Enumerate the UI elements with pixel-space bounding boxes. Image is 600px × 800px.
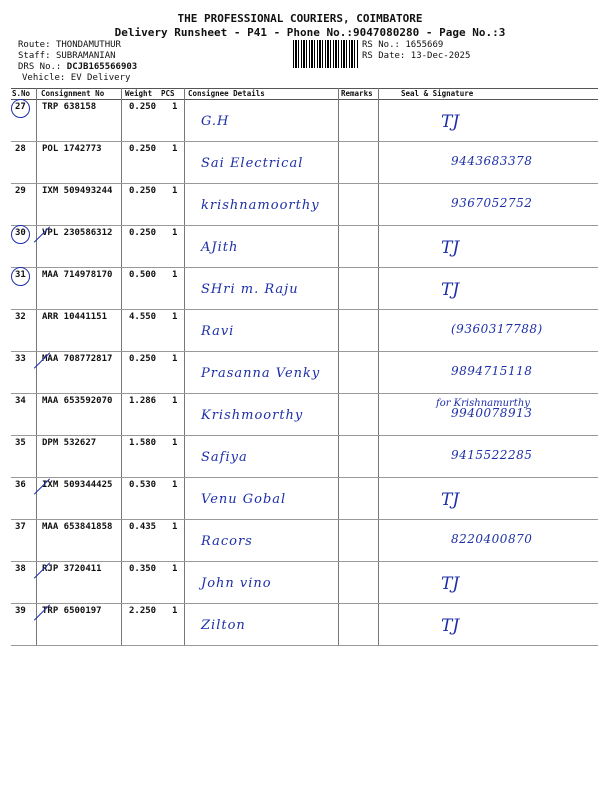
row-consignee: SHri m. Raju — [201, 282, 299, 297]
row-weight: 2.250 — [129, 606, 157, 616]
circle-mark-icon — [11, 225, 30, 244]
row-signature: 9443683378 — [451, 154, 533, 168]
row-consignee: Safiya — [201, 450, 248, 465]
row-weight: 0.250 — [129, 354, 157, 364]
row-sno: 37 — [15, 522, 26, 532]
row-consignment-no: ARR 10441151 — [42, 312, 108, 322]
row-sno: 30 — [15, 228, 26, 238]
row-weight: 0.250 — [129, 228, 157, 238]
row-weight: 0.500 — [129, 270, 157, 280]
table-row — [11, 604, 598, 646]
row-consignee: G.H — [201, 114, 230, 129]
circle-mark-icon — [11, 267, 30, 286]
header-remarks: Remarks — [341, 89, 373, 98]
header-sno: S.No — [12, 89, 31, 98]
runsheet-subtitle: Delivery Runsheet - P41 - Phone No.:9047080280 - Page No.:3 — [114, 26, 506, 39]
row-sno: 36 — [15, 480, 26, 490]
table-row — [11, 436, 598, 478]
row-consignee: Ravi — [201, 324, 235, 339]
header-consignee: Consignee Details — [188, 89, 265, 98]
row-sno: 35 — [15, 438, 26, 448]
route-line — [18, 40, 121, 50]
row-pcs: 1 — [172, 144, 178, 154]
row-pcs: 1 — [172, 102, 178, 112]
table-row — [11, 142, 598, 184]
row-divider — [11, 645, 598, 646]
row-pcs: 1 — [172, 270, 178, 280]
row-signature: 9415522285 — [451, 448, 533, 462]
row-signature: 8220400870 — [451, 532, 533, 546]
row-signature: (9360317788) — [451, 322, 543, 336]
row-sno: 29 — [15, 186, 26, 196]
table-row — [11, 520, 598, 562]
table-row — [11, 478, 598, 520]
row-signature: TJ — [441, 238, 460, 258]
row-sno: 32 — [15, 312, 26, 322]
row-signature: TJ — [441, 574, 460, 594]
header-seal: Seal & Signature — [401, 89, 474, 98]
drs-value: DCJB165566903 — [66, 62, 138, 72]
row-pcs: 1 — [172, 186, 178, 196]
staff-value: SUBRAMANIAN — [55, 51, 116, 61]
header-weight: Weight — [125, 89, 153, 98]
rs-no-line — [362, 40, 443, 50]
route-label: Route: — [18, 40, 51, 50]
vehicle-line — [22, 73, 130, 83]
row-sno: 28 — [15, 144, 26, 154]
rs-date-value: 13-Dec-2025 — [410, 51, 471, 61]
vehicle-label: Vehicle: — [22, 73, 66, 83]
vehicle-value: EV Delivery — [70, 73, 131, 83]
row-signature: 9367052752 — [451, 196, 533, 210]
row-consignment-no: POL 1742773 — [42, 144, 102, 154]
row-pcs: 1 — [172, 480, 178, 490]
table-row — [11, 184, 598, 226]
row-sno: 38 — [15, 564, 26, 574]
row-consignee: Racors — [201, 534, 253, 549]
route-value: THONDAMUTHUR — [55, 40, 121, 50]
row-signature: 9894715118 — [451, 364, 533, 378]
drs-line — [18, 62, 137, 72]
row-signature: TJ — [441, 280, 460, 300]
row-pcs: 1 — [172, 522, 178, 532]
circle-mark-icon — [11, 99, 30, 118]
row-consignment-no: IXM 509493244 — [42, 186, 113, 196]
row-consignment-no: IXM 509344425 — [42, 480, 113, 490]
drs-label: DRS No.: — [18, 62, 62, 72]
row-consignment-no: MAA 653592070 — [42, 396, 113, 406]
row-weight: 0.250 — [129, 144, 157, 154]
row-weight: 1.286 — [129, 396, 157, 406]
row-pcs: 1 — [172, 438, 178, 448]
row-sno: 31 — [15, 270, 26, 280]
row-pcs: 1 — [172, 606, 178, 616]
row-consignee: John vino — [201, 576, 272, 591]
row-consignee: Sai Electrical — [201, 156, 304, 171]
rs-date-label: RS Date: — [362, 51, 406, 61]
table-row — [11, 100, 598, 142]
row-consignment-no: TRP 6500197 — [42, 606, 102, 616]
company-title: THE PROFESSIONAL COURIERS, COIMBATORE — [177, 12, 423, 25]
row-pcs: 1 — [172, 354, 178, 364]
row-consignment-no: DPM 532627 — [42, 438, 97, 448]
row-signature: TJ — [441, 616, 460, 636]
header-pcs: PCS — [161, 89, 175, 98]
row-signature: 9940078913 — [451, 406, 533, 420]
row-sno: 34 — [15, 396, 26, 406]
table-row — [11, 394, 598, 436]
row-consignment-no: RJP 3720411 — [42, 564, 102, 574]
row-signature-note: for Krishnamurthy — [436, 398, 530, 409]
table-row — [11, 562, 598, 604]
header-consignment: Consignment No — [41, 89, 105, 98]
rs-no-label: RS No.: — [362, 40, 400, 50]
staff-line — [18, 51, 116, 61]
row-consignee: Prasanna Venky — [201, 366, 321, 381]
row-consignment-no: VPL 230586312 — [42, 228, 113, 238]
row-pcs: 1 — [172, 396, 178, 406]
row-pcs: 1 — [172, 228, 178, 238]
row-weight: 0.250 — [129, 102, 157, 112]
staff-label: Staff: — [18, 51, 51, 61]
rs-date-line — [362, 51, 470, 61]
row-consignment-no: MAA 653841858 — [42, 522, 113, 532]
table-row — [11, 352, 598, 394]
row-consignee: Krishmoorthy — [201, 408, 304, 423]
row-weight: 0.350 — [129, 564, 157, 574]
row-consignee: Zilton — [201, 618, 246, 633]
row-consignee: krishnamoorthy — [201, 198, 320, 213]
row-sno: 39 — [15, 606, 26, 616]
table-row — [11, 268, 598, 310]
row-consignment-no: TRP 638158 — [42, 102, 97, 112]
barcode — [293, 40, 359, 68]
row-consignment-no: MAA 708772817 — [42, 354, 113, 364]
row-sno: 27 — [15, 102, 26, 112]
row-consignee: AJith — [201, 240, 239, 255]
row-signature: TJ — [441, 112, 460, 132]
row-sno: 33 — [15, 354, 26, 364]
table-row — [11, 310, 598, 352]
row-consignee: Venu Gobal — [201, 492, 287, 507]
row-weight: 0.435 — [129, 522, 157, 532]
row-signature: TJ — [441, 490, 460, 510]
row-weight: 1.580 — [129, 438, 157, 448]
row-weight: 0.530 — [129, 480, 157, 490]
row-weight: 0.250 — [129, 186, 157, 196]
row-pcs: 1 — [172, 564, 178, 574]
row-weight: 4.550 — [129, 312, 157, 322]
rs-no-value: 1655669 — [405, 40, 444, 50]
table-row — [11, 226, 598, 268]
row-pcs: 1 — [172, 312, 178, 322]
row-consignment-no: MAA 714978170 — [42, 270, 113, 280]
